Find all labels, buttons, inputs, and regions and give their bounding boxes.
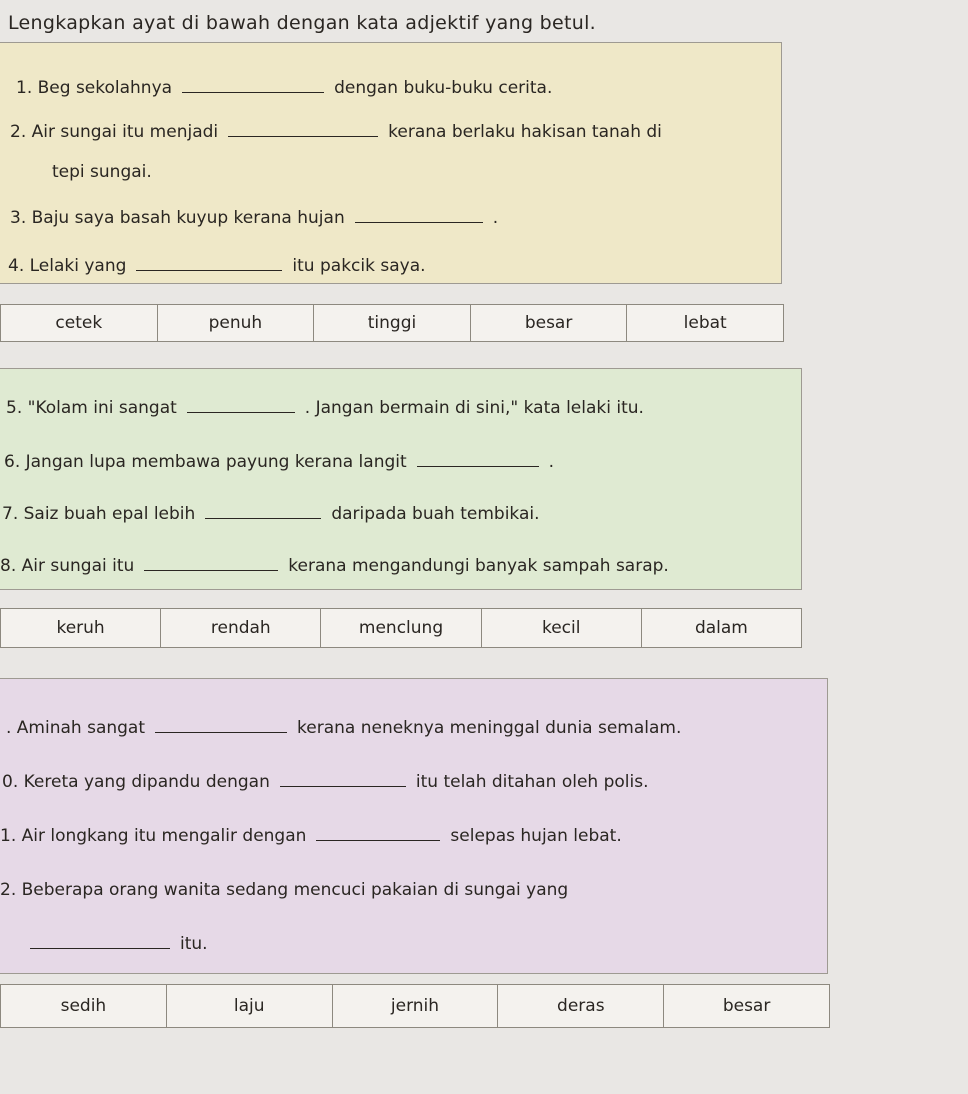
answer-blank-6[interactable] (417, 465, 539, 467)
question-5-after: . Jangan bermain di sini," kata lelaki itu. (304, 398, 644, 418)
word-bank-item: besar (722, 996, 771, 1016)
word-bank-item: dalam (694, 618, 748, 638)
question-1 (16, 78, 552, 98)
word-bank-item: besar (471, 305, 628, 341)
question-4-after: itu pakcik saya. (292, 256, 426, 276)
word-bank-item: jernih (333, 985, 499, 1027)
question-2 (10, 122, 662, 142)
answer-blank-2[interactable] (228, 135, 378, 137)
question-1-after: dengan buku-buku cerita. (334, 78, 553, 98)
question-12-after: itu. (180, 934, 208, 954)
question-2-before: 2. Air sungai itu menjadi (10, 122, 219, 142)
question-3-after: . (492, 208, 499, 228)
question-2-after: kerana berlaku hakisan tanah di (388, 122, 662, 142)
question-1-before: 1. Beg sekolahnya (16, 78, 173, 98)
question-11-before: 1. Air longkang itu mengalir dengan (0, 826, 307, 846)
word-bank-1 (0, 304, 784, 342)
question-6-before: 6. Jangan lupa membawa payung kerana langit (4, 452, 407, 472)
answer-blank-4[interactable] (136, 269, 282, 271)
word-bank-item: menclung (321, 609, 481, 647)
word-bank-item: tinggi (314, 305, 471, 341)
answer-blank-3[interactable] (355, 221, 483, 223)
question-4-before: 4. Lelaki yang (8, 256, 127, 276)
word-bank-item: kecil (482, 609, 642, 647)
word-bank-2 (0, 608, 802, 648)
answer-blank-12[interactable] (30, 947, 170, 949)
question-9-before: . Aminah sangat (6, 718, 146, 738)
question-7-after: daripada buah tembikai. (331, 504, 540, 524)
question-6-after: . (548, 452, 555, 472)
word-bank-item: cetek (1, 305, 158, 341)
worksheet-title: Lengkapkan ayat di bawah dengan kata adjektif yang betul. (8, 12, 597, 34)
answer-blank-11[interactable] (316, 839, 440, 841)
question-10-after: itu telah ditahan oleh polis. (415, 772, 649, 792)
question-5-before: 5. "Kolam ini sangat (6, 398, 177, 418)
answer-blank-8[interactable] (144, 569, 278, 571)
question-12: 2. Beberapa orang wanita sedang mencuci pakaian di sungai yang (0, 880, 569, 900)
question-9 (6, 718, 681, 738)
question-8 (0, 556, 669, 576)
answer-blank-1[interactable] (182, 91, 324, 93)
word-bank-item: penuh (158, 305, 315, 341)
question-10 (2, 772, 649, 792)
word-bank-item: sedih (1, 985, 167, 1027)
question-11 (0, 826, 622, 846)
question-8-before: 8. Air sungai itu (0, 556, 135, 576)
answer-blank-7[interactable] (205, 517, 321, 519)
question-10-before: 0. Kereta yang dipandu dengan (2, 772, 270, 792)
answer-blank-10[interactable] (280, 785, 406, 787)
word-bank-item: deras (498, 985, 664, 1027)
question-7 (2, 504, 540, 524)
word-bank-item: rendah (161, 609, 321, 647)
word-bank-3 (0, 984, 830, 1028)
answer-blank-9[interactable] (155, 731, 287, 733)
question-4 (8, 256, 426, 276)
question-3-before: 3. Baju saya basah kuyup kerana hujan (10, 208, 345, 228)
answer-blank-5[interactable] (187, 411, 295, 413)
word-bank-item: keruh (1, 609, 161, 647)
question-3 (10, 208, 498, 228)
question-9-after: kerana neneknya meninggal dunia semalam. (297, 718, 682, 738)
question-5 (6, 398, 644, 418)
word-bank-item: lebat (683, 313, 727, 333)
word-bank-item: laju (167, 985, 333, 1027)
question-8-after: kerana mengandungi banyak sampah sarap. (288, 556, 669, 576)
question-7-before: 7. Saiz buah epal lebih (2, 504, 196, 524)
question-2-continued: tepi sungai. (52, 162, 152, 182)
question-6 (4, 452, 554, 472)
question-11-after: selepas hujan lebat. (450, 826, 622, 846)
question-12-continued (30, 934, 208, 954)
